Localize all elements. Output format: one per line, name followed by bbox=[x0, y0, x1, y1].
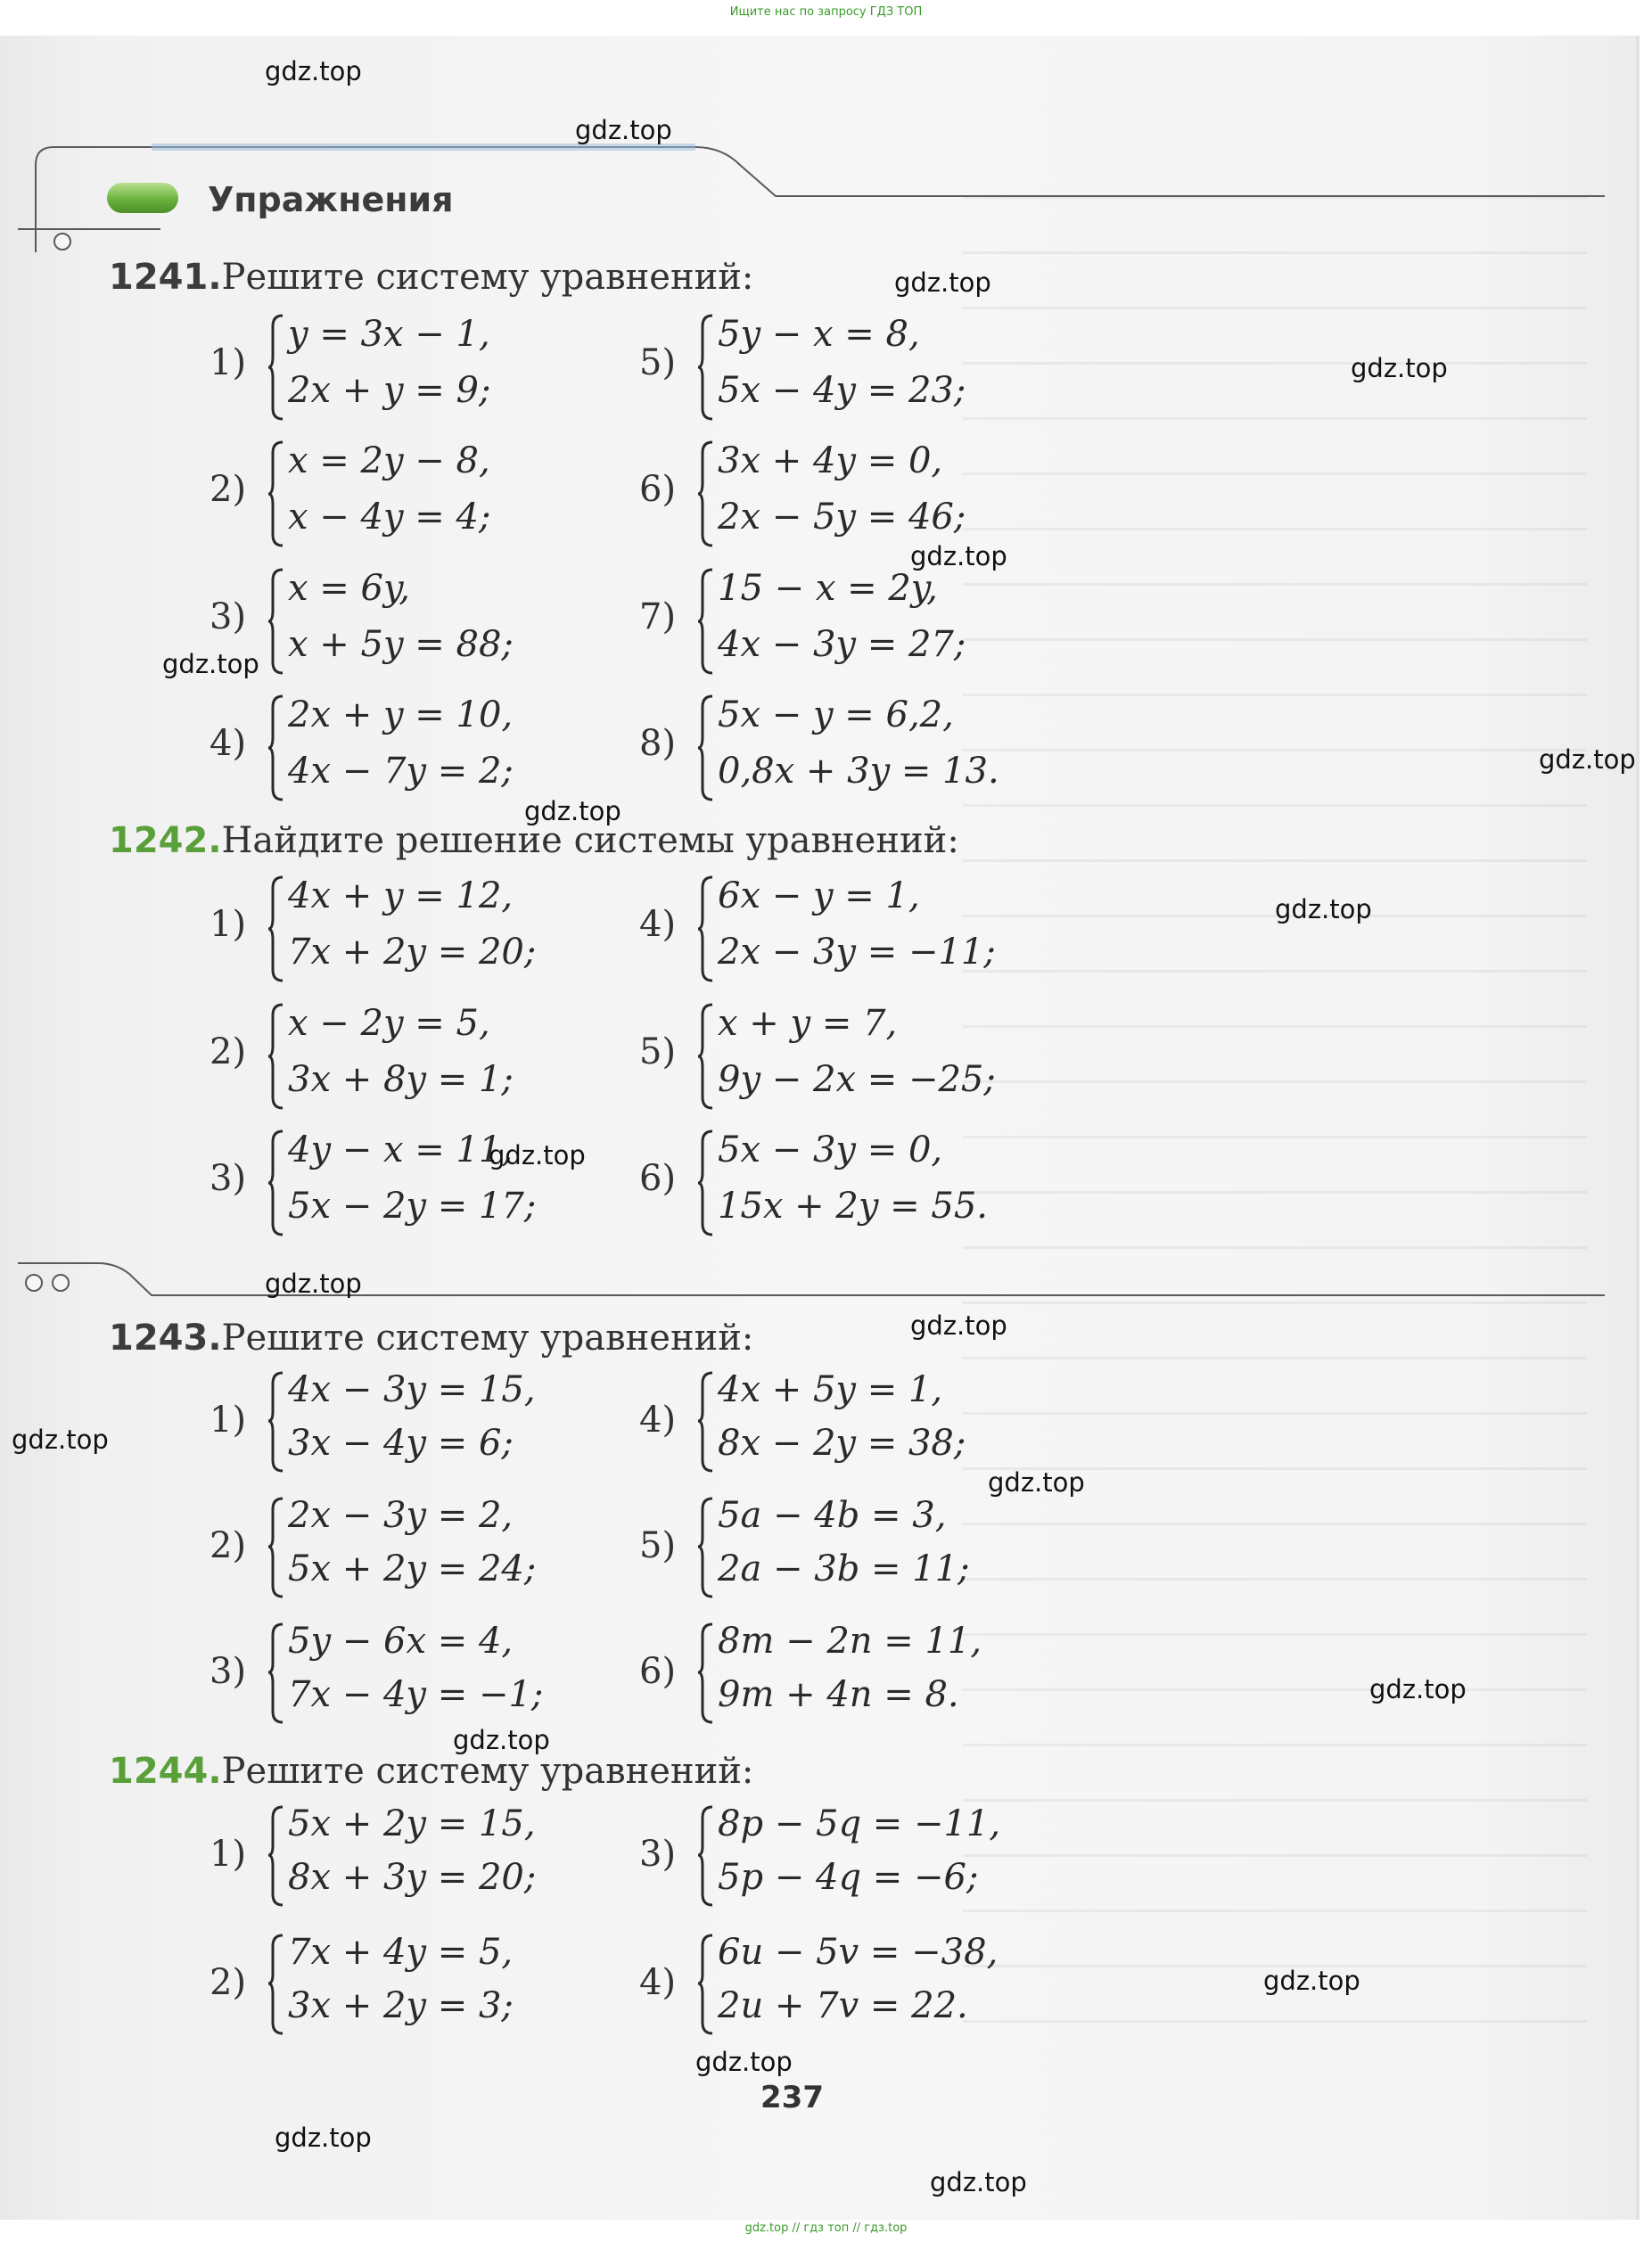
watermark: gdz.top bbox=[695, 2047, 793, 2077]
left-brace bbox=[267, 1932, 286, 2043]
system-label: 6) bbox=[639, 469, 677, 510]
equation-2: 3x + 2y = 3; bbox=[288, 1985, 514, 2026]
equation-1: 3x + 4y = 0, bbox=[718, 440, 943, 481]
left-brace bbox=[696, 1803, 716, 1915]
system-label: 5) bbox=[639, 342, 677, 383]
equation-1: 5y − x = 8, bbox=[718, 314, 920, 355]
watermark: gdz.top bbox=[1539, 744, 1636, 775]
equation-2: 4x − 7y = 2; bbox=[288, 751, 514, 792]
left-brace bbox=[696, 312, 716, 423]
watermark: gdz.top bbox=[910, 541, 1007, 571]
exercise-number: 1244. bbox=[109, 1751, 222, 1792]
equation-1: 2x − 3y = 2, bbox=[288, 1495, 514, 1536]
system-1244-4 bbox=[639, 1932, 1263, 2043]
system-1241-5 bbox=[639, 312, 1263, 423]
left-brace bbox=[696, 1621, 716, 1732]
equation-1: x = 6y, bbox=[288, 568, 410, 609]
watermark: gdz.top bbox=[453, 1725, 550, 1755]
left-brace bbox=[696, 1932, 716, 2043]
left-brace bbox=[267, 874, 286, 985]
left-brace bbox=[267, 566, 286, 678]
equation-1: 4x + y = 12, bbox=[288, 875, 514, 916]
equation-2: 5x − 2y = 17; bbox=[288, 1186, 537, 1227]
system-1241-8 bbox=[639, 693, 1263, 804]
system-label: 1) bbox=[210, 342, 247, 383]
equation-2: 7x + 2y = 20; bbox=[288, 932, 537, 973]
system-label: 7) bbox=[639, 596, 677, 637]
watermark: gdz.top bbox=[489, 1140, 586, 1170]
watermark: gdz.top bbox=[12, 1425, 109, 1455]
equation-2: 2u + 7v = 22. bbox=[718, 1985, 968, 2026]
left-brace bbox=[696, 1369, 716, 1481]
left-brace bbox=[696, 1001, 716, 1113]
exercise-text: Решите систему уравнений: bbox=[221, 1751, 754, 1792]
system-label: 5) bbox=[639, 1031, 677, 1072]
system-label: 1) bbox=[210, 1834, 247, 1875]
bottom-note: gdz.top // гдз топ // гдз.top bbox=[744, 2221, 908, 2235]
system-1242-6 bbox=[639, 1128, 1263, 1239]
equation-1: x − 2y = 5, bbox=[288, 1003, 490, 1044]
watermark: gdz.top bbox=[575, 115, 672, 145]
equation-2: 2a − 3b = 11; bbox=[718, 1548, 970, 1589]
equation-1: 2x + y = 10, bbox=[288, 694, 514, 735]
equation-1: 5a − 4b = 3, bbox=[718, 1495, 947, 1536]
system-label: 4) bbox=[639, 1962, 677, 2003]
equation-1: 5x − 3y = 0, bbox=[718, 1129, 943, 1170]
system-label: 6) bbox=[639, 1651, 677, 1692]
left-brace bbox=[267, 1495, 286, 1606]
system-label: 2) bbox=[210, 1962, 247, 2003]
system-label: 2) bbox=[210, 1031, 247, 1072]
equation-2: 9y − 2x = −25; bbox=[718, 1059, 996, 1100]
page-number: 237 bbox=[760, 2080, 824, 2115]
left-brace bbox=[696, 566, 716, 678]
equation-2: 2x + y = 9; bbox=[288, 370, 491, 411]
equation-1: 6x − y = 1, bbox=[718, 875, 920, 916]
system-label: 4) bbox=[210, 723, 247, 764]
system-label: 1) bbox=[210, 1400, 247, 1441]
equation-1: 5x + 2y = 15, bbox=[288, 1803, 536, 1844]
equation-1: y = 3x − 1, bbox=[288, 314, 490, 355]
equation-1: 15 − x = 2y, bbox=[718, 568, 938, 609]
left-brace bbox=[267, 1001, 286, 1113]
system-1241-7 bbox=[639, 566, 1263, 678]
exercise-number: 1241. bbox=[109, 257, 222, 298]
watermark: gdz.top bbox=[1369, 1674, 1467, 1704]
watermark: gdz.top bbox=[1263, 1966, 1360, 1996]
watermark: gdz.top bbox=[265, 1269, 362, 1299]
equation-2: 15x + 2y = 55. bbox=[718, 1186, 989, 1227]
watermark: gdz.top bbox=[894, 267, 991, 298]
system-1243-4 bbox=[639, 1369, 1263, 1481]
left-brace bbox=[696, 693, 716, 804]
watermark: gdz.top bbox=[988, 1467, 1085, 1498]
system-label: 2) bbox=[210, 1525, 247, 1566]
equation-2: 4x − 3y = 27; bbox=[718, 624, 966, 665]
equation-1: 4y − x = 11, bbox=[288, 1129, 514, 1170]
equation-1: 4x + 5y = 1, bbox=[718, 1369, 943, 1410]
equation-2: 7x − 4y = −1; bbox=[288, 1674, 544, 1715]
exercise-text: Найдите решение системы уравнений: bbox=[221, 820, 959, 861]
left-brace bbox=[267, 693, 286, 804]
system-1243-6 bbox=[639, 1621, 1263, 1732]
equation-1: 5x − y = 6,2, bbox=[718, 694, 954, 735]
system-1241-6 bbox=[639, 439, 1263, 550]
top-note: Ищите нас по запросу ГДЗ ТОП bbox=[729, 5, 923, 19]
equation-1: x + y = 7, bbox=[718, 1003, 898, 1044]
watermark: gdz.top bbox=[275, 2123, 372, 2153]
left-brace bbox=[267, 1621, 286, 1732]
exercise-number: 1242. bbox=[109, 820, 222, 861]
equation-1: 4x − 3y = 15, bbox=[288, 1369, 536, 1410]
system-label: 8) bbox=[639, 723, 677, 764]
section-divider bbox=[18, 1252, 1605, 1306]
system-label: 6) bbox=[639, 1158, 677, 1199]
left-brace bbox=[696, 1495, 716, 1606]
system-label: 3) bbox=[210, 1158, 247, 1199]
system-label: 1) bbox=[210, 904, 247, 945]
equation-1: 6u − 5v = −38, bbox=[718, 1932, 999, 1973]
system-1243-5 bbox=[639, 1495, 1263, 1606]
system-1244-3 bbox=[639, 1803, 1263, 1915]
exercise-text: Решите систему уравнений: bbox=[221, 1318, 754, 1359]
equation-1: 7x + 4y = 5, bbox=[288, 1932, 514, 1973]
exercise-number: 1243. bbox=[109, 1318, 222, 1359]
left-brace bbox=[267, 1803, 286, 1915]
system-label: 4) bbox=[639, 1400, 677, 1441]
equation-2: 5x + 2y = 24; bbox=[288, 1548, 537, 1589]
section-title: Упражнения bbox=[208, 180, 454, 219]
equation-2: 2x − 3y = −11; bbox=[718, 932, 996, 973]
equation-2: 2x − 5y = 46; bbox=[718, 497, 966, 538]
watermark: gdz.top bbox=[930, 2167, 1027, 2197]
system-label: 5) bbox=[639, 1525, 677, 1566]
equation-1: 8p − 5q = −11, bbox=[718, 1803, 1001, 1844]
exercise-text: Решите систему уравнений: bbox=[221, 257, 754, 298]
equation-2: 3x − 4y = 6; bbox=[288, 1423, 514, 1464]
system-label: 2) bbox=[210, 469, 247, 510]
system-1242-4 bbox=[639, 874, 1263, 985]
equation-2: 8x − 2y = 38; bbox=[718, 1423, 966, 1464]
equation-2: 0,8x + 3y = 13. bbox=[718, 751, 999, 792]
left-brace bbox=[267, 1369, 286, 1481]
system-label: 3) bbox=[210, 1651, 247, 1692]
system-label: 3) bbox=[210, 596, 247, 637]
equation-1: 5y − 6x = 4, bbox=[288, 1621, 514, 1662]
exercise-1241-title bbox=[109, 257, 753, 298]
left-brace bbox=[696, 439, 716, 550]
watermark: gdz.top bbox=[910, 1310, 1007, 1341]
equation-2: 3x + 8y = 1; bbox=[288, 1059, 514, 1100]
equation-2: 8x + 3y = 20; bbox=[288, 1857, 537, 1898]
watermark: gdz.top bbox=[162, 649, 259, 679]
system-label: 4) bbox=[639, 904, 677, 945]
equation-1: x = 2y − 8, bbox=[288, 440, 490, 481]
watermark: gdz.top bbox=[524, 796, 621, 826]
left-brace bbox=[267, 439, 286, 550]
watermark: gdz.top bbox=[1351, 353, 1448, 383]
equation-2: x + 5y = 88; bbox=[288, 624, 514, 665]
left-brace bbox=[267, 1128, 286, 1239]
left-brace bbox=[267, 312, 286, 423]
watermark: gdz.top bbox=[265, 56, 362, 86]
exercise-1243-title bbox=[109, 1318, 753, 1359]
equation-2: 9m + 4n = 8. bbox=[718, 1674, 959, 1715]
system-label: 3) bbox=[639, 1834, 677, 1875]
left-brace bbox=[696, 1128, 716, 1239]
equation-2: 5x − 4y = 23; bbox=[718, 370, 966, 411]
header-green-bar bbox=[107, 183, 178, 213]
system-1242-5 bbox=[639, 1001, 1263, 1113]
equation-2: 5p − 4q = −6; bbox=[718, 1857, 979, 1898]
equation-1: 8m − 2n = 11, bbox=[718, 1621, 982, 1662]
watermark: gdz.top bbox=[1275, 894, 1372, 924]
exercise-1244-title bbox=[109, 1751, 753, 1792]
equation-2: x − 4y = 4; bbox=[288, 497, 491, 538]
left-brace bbox=[696, 874, 716, 985]
